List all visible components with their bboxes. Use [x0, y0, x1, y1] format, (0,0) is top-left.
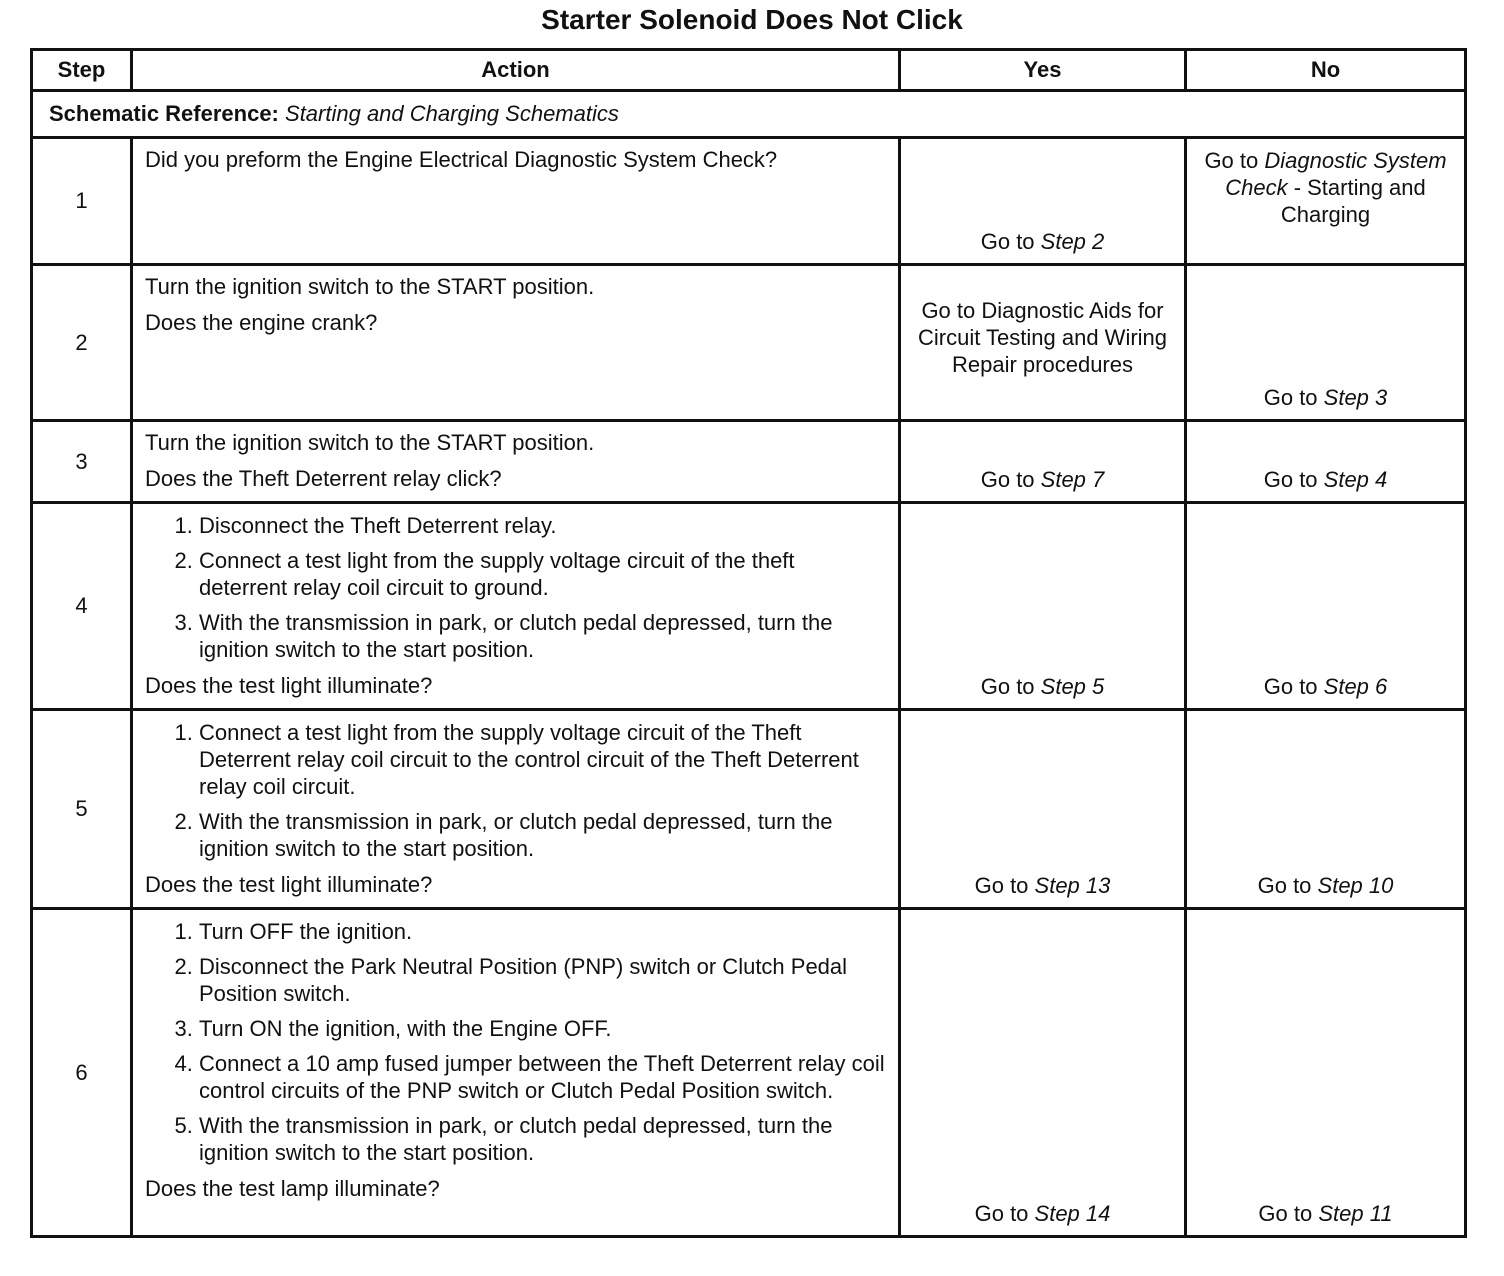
- header-no: No: [1186, 50, 1466, 91]
- substep-list: [145, 512, 886, 663]
- no-result: [1186, 909, 1466, 1237]
- step-number: 3: [32, 421, 132, 503]
- substep-list: [145, 719, 886, 862]
- diagnostic-table: [30, 48, 1467, 1238]
- no-prefix: Go to: [1204, 148, 1265, 173]
- yes-prefix: Go to: [980, 674, 1041, 699]
- table-row: [32, 421, 1466, 503]
- list-item: 1. Turn OFF the ignition.: [199, 918, 886, 945]
- action-cell: [132, 265, 900, 421]
- yes-result: [900, 503, 1186, 710]
- no-result: [1186, 503, 1466, 710]
- list-item: 2. Connect a test light from the supply voltage circuit of the theft deterrent relay coil circuit to ground.: [199, 547, 886, 601]
- no-result: [1186, 710, 1466, 909]
- no-target-link[interactable]: Step 11: [1318, 1201, 1393, 1226]
- no-prefix: Go to: [1263, 674, 1324, 699]
- no-target-link[interactable]: Step 6: [1323, 674, 1388, 699]
- schematic-reference-value: Starting and Charging Schematics: [285, 101, 619, 126]
- schematic-reference-row: [32, 91, 1466, 138]
- list-item: 2. With the transmission in park, or clutch pedal depressed, turn the ignition switch to the start position.: [199, 808, 886, 862]
- list-item: 5. With the transmission in park, or clutch pedal depressed, turn the ignition switch to the start position.: [199, 1112, 886, 1166]
- no-prefix: Go to: [1263, 467, 1324, 492]
- step-number: 2: [32, 265, 132, 421]
- yes-target-link[interactable]: Step 13: [1034, 873, 1111, 898]
- yes-prefix: Go to: [974, 1201, 1035, 1226]
- schematic-reference-label: Schematic Reference:: [49, 101, 279, 126]
- table-row: [32, 710, 1466, 909]
- no-prefix: Go to: [1263, 385, 1324, 410]
- no-suffix: - Starting and Charging: [1280, 175, 1426, 227]
- header-row: [32, 50, 1466, 91]
- no-target-link[interactable]: Step 4: [1323, 467, 1388, 492]
- substep-list: [145, 918, 886, 1166]
- table-row: [32, 909, 1466, 1237]
- header-yes: Yes: [900, 50, 1186, 91]
- no-result: [1186, 421, 1466, 503]
- yes-prefix: Go to: [980, 229, 1041, 254]
- header-step: Step: [32, 50, 132, 91]
- no-target-link[interactable]: Diagnostic System Check: [1225, 148, 1447, 200]
- list-item: 4. Connect a 10 amp fused jumper between the Theft Deterrent relay coil control circuits of the PNP switch or Clutch Pedal Position switch.: [199, 1050, 886, 1104]
- yes-text: Go to Diagnostic Aids for Circuit Testing and Wiring Repair procedures: [917, 298, 1168, 377]
- table-row: [32, 138, 1466, 265]
- yes-target-link[interactable]: Step 7: [1040, 467, 1105, 492]
- no-prefix: Go to: [1257, 873, 1318, 898]
- no-prefix: Go to: [1258, 1201, 1319, 1226]
- table-row: [32, 503, 1466, 710]
- action-question: Does the test lamp illuminate?: [145, 1176, 440, 1201]
- yes-target-link[interactable]: Step 14: [1034, 1201, 1111, 1226]
- action-line: Turn the ignition switch to the START position.: [145, 430, 595, 455]
- list-item: 1. Disconnect the Theft Deterrent relay.: [199, 512, 886, 539]
- action-question: Does the test light illuminate?: [145, 673, 433, 698]
- action-cell: [132, 503, 900, 710]
- step-number: 5: [32, 710, 132, 909]
- yes-prefix: Go to: [980, 467, 1041, 492]
- page-title: Starter Solenoid Does Not Click: [541, 4, 963, 35]
- no-target-link[interactable]: Step 3: [1323, 385, 1388, 410]
- list-item: 3. With the transmission in park, or clutch pedal depressed, turn the ignition switch to the start position.: [199, 609, 886, 663]
- action-line: Did you preform the Engine Electrical Diagnostic System Check?: [145, 147, 778, 172]
- step-number: 1: [32, 138, 132, 265]
- header-action: Action: [132, 50, 900, 91]
- action-question: Does the Theft Deterrent relay click?: [145, 466, 502, 491]
- no-result: [1186, 138, 1466, 265]
- no-target-link[interactable]: Step 10: [1317, 873, 1394, 898]
- table-row: [32, 265, 1466, 421]
- list-item: 2. Disconnect the Park Neutral Position (PNP) switch or Clutch Pedal Position switch.: [199, 953, 886, 1007]
- action-cell: [132, 710, 900, 909]
- yes-result: [900, 265, 1186, 421]
- action-cell: [132, 909, 900, 1237]
- yes-prefix: Go to: [974, 873, 1035, 898]
- step-number: 6: [32, 909, 132, 1237]
- yes-result: [900, 909, 1186, 1237]
- yes-target-link[interactable]: Step 2: [1040, 229, 1105, 254]
- no-result: [1186, 265, 1466, 421]
- action-line: Turn the ignition switch to the START position.: [145, 274, 595, 299]
- yes-target-link[interactable]: Step 5: [1040, 674, 1105, 699]
- list-item: 1. Connect a test light from the supply voltage circuit of the Theft Deterrent relay coil circuit to the control circuit of the Theft Deterrent relay coil circuit.: [199, 719, 886, 800]
- action-cell: [132, 138, 900, 265]
- yes-result: [900, 710, 1186, 909]
- yes-result: [900, 421, 1186, 503]
- step-number: 4: [32, 503, 132, 710]
- schematic-reference: [32, 91, 1466, 138]
- list-item: 3. Turn ON the ignition, with the Engine OFF.: [199, 1015, 886, 1042]
- action-question: Does the engine crank?: [145, 310, 378, 335]
- action-question: Does the test light illuminate?: [145, 872, 433, 897]
- yes-result: [900, 138, 1186, 265]
- action-cell: [132, 421, 900, 503]
